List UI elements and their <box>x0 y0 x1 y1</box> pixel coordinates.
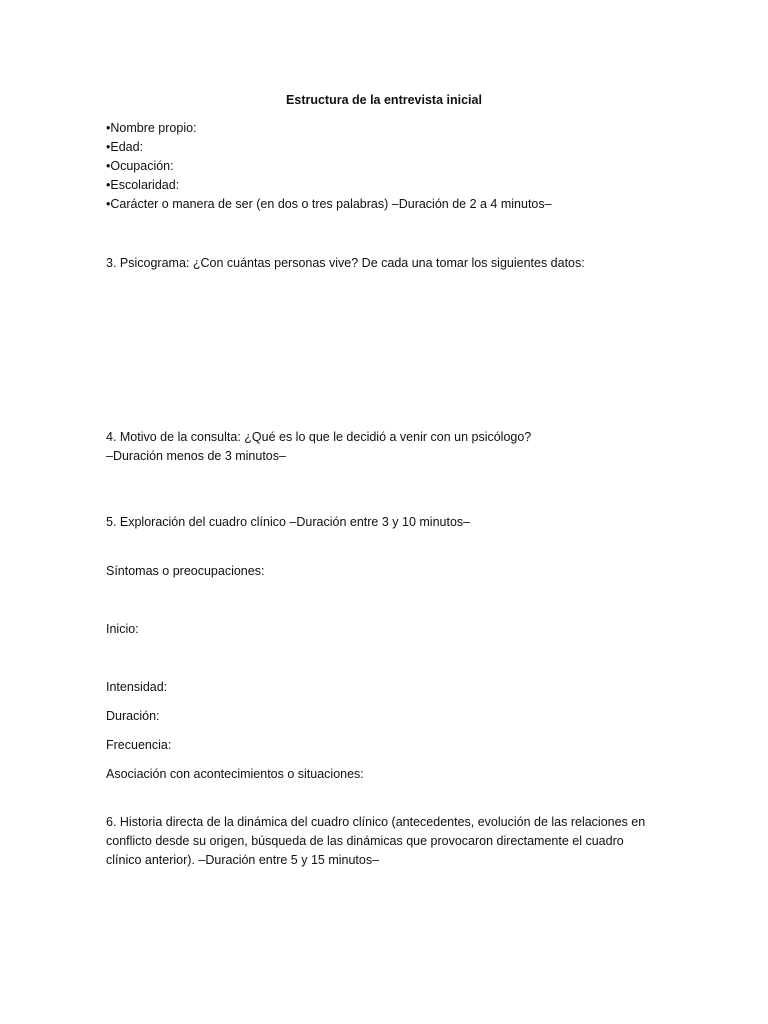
field-asociacion: Asociación con acontecimientos o situaciones: <box>106 767 364 781</box>
field-sintomas: Síntomas o preocupaciones: <box>106 564 265 578</box>
bullet-ocupacion: •Ocupación: <box>106 159 174 173</box>
document-title: Estructura de la entrevista inicial <box>286 93 482 107</box>
field-duracion: Duración: <box>106 709 160 723</box>
section-6-line3: clínico anterior). –Duración entre 5 y 15 minutos– <box>106 853 380 867</box>
bullet-nombre: •Nombre propio: <box>106 121 197 135</box>
section-6-line1: 6. Historia directa de la dinámica del cuadro clínico (antecedentes, evolución de las relaciones en <box>106 815 646 829</box>
bullet-escolaridad: •Escolaridad: <box>106 178 180 192</box>
field-intensidad: Intensidad: <box>106 680 168 694</box>
field-inicio: Inicio: <box>106 622 139 636</box>
section-4-motivo-line1: 4. Motivo de la consulta: ¿Qué es lo que le decidió a venir con un psicólogo? <box>106 430 532 444</box>
section-5-heading: 5. Exploración del cuadro clínico –Duración entre 3 y 10 minutos– <box>106 515 471 529</box>
section-3-psicograma: 3. Psicograma: ¿Con cuántas personas vive? De cada una tomar los siguientes datos: <box>106 256 585 270</box>
section-6-line2: conflicto desde su origen, búsqueda de las dinámicas que provocaron directamente el cuadro <box>106 834 624 848</box>
bullet-caracter: •Carácter o manera de ser (en dos o tres palabras) –Duración de 2 a 4 minutos– <box>106 197 552 211</box>
field-frecuencia: Frecuencia: <box>106 738 172 752</box>
bullet-edad: •Edad: <box>106 140 144 154</box>
section-4-motivo-line2: –Duración menos de 3 minutos– <box>106 449 286 463</box>
